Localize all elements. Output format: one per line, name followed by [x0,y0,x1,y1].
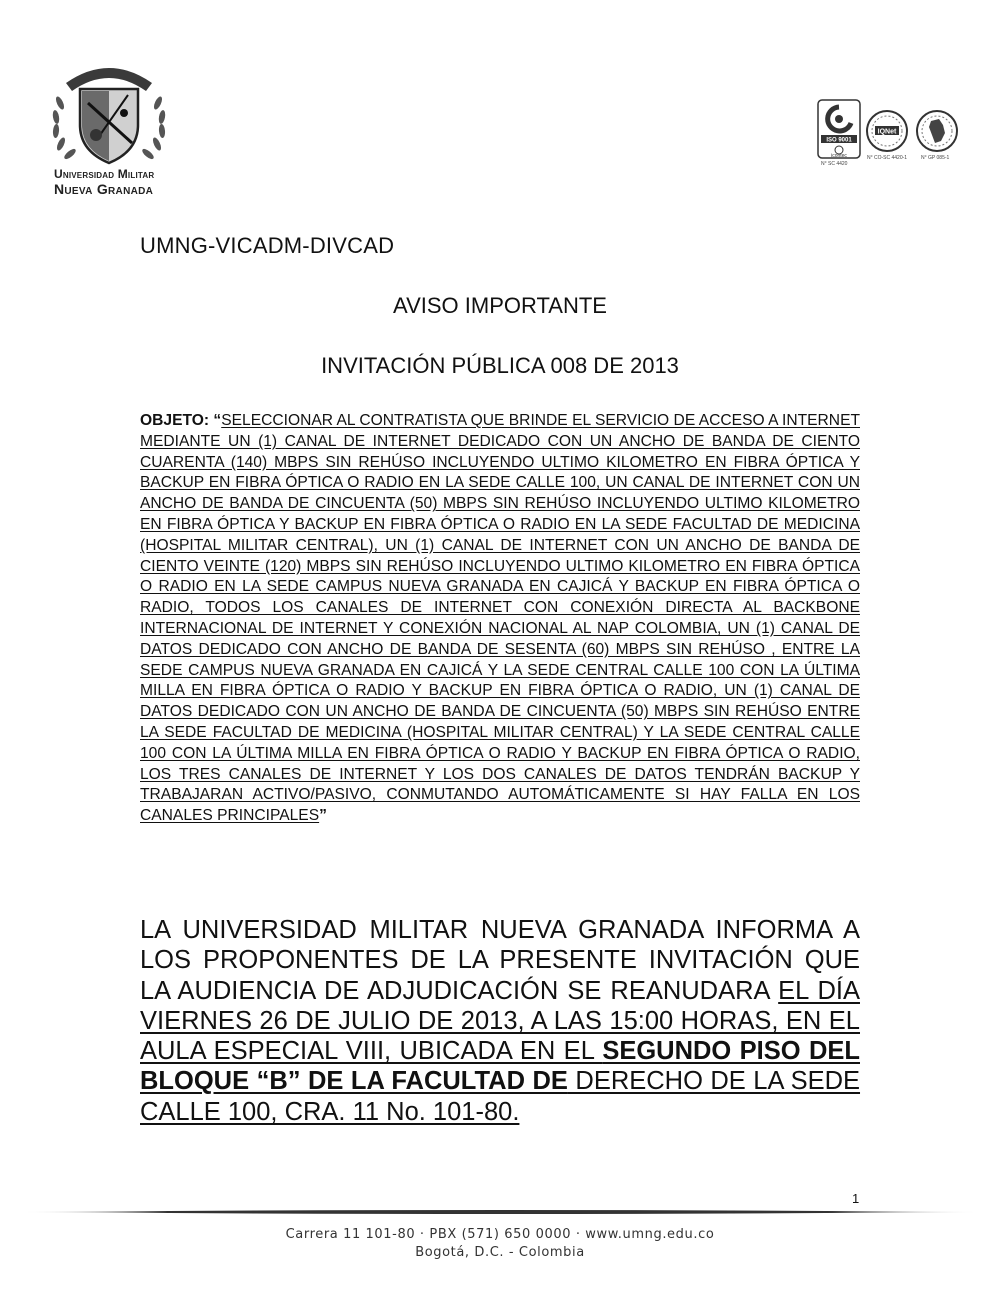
certification-logos [815,97,965,177]
notice-location-bold: SEGUNDO PISO DEL BLOQUE “B” DE LA FACULTAD DE [140,1037,860,1096]
document-title [0,293,1000,319]
footer-divider [25,1209,975,1215]
objeto-paragraph [140,411,860,827]
university-name-line2: Nueva Granada [54,181,154,197]
icontec-code: N° SC 4420 [821,161,848,167]
notice-paragraph [140,915,860,1127]
document-title-text: AVISO IMPORTANTE [393,293,607,318]
university-name [54,167,184,197]
document-subtitle: INVITACIÓN PÚBLICA 008 DE 2013 [321,353,679,378]
icontec-iso9001-seal [817,99,861,167]
notice-intro: LA UNIVERSIDAD MILITAR NUEVA GRANADA INFORMA A LOS PROPONENTES DE LA PRESENTE INVITACIÓN QUE LA AUDIENCIA DE ADJUDICACIÓN SE REANUDARA [140,916,860,1005]
svg-text:ISO 9001: ISO 9001 [826,137,852,144]
gp-code: N° GP 085-1 [921,155,950,161]
iqnet-icon [865,109,909,153]
svg-text:icontec: icontec [831,153,847,159]
page-number: 1 [852,1191,860,1206]
footer-address: Carrera 11 101-80 · PBX (571) 650 0000 · www.umng.edu.co [285,1227,715,1242]
notice-date-place: EL DÍA VIERNES 26 DE JULIO DE 2013, A LAS 15:00 HORAS, EN EL AULA ESPECIAL VIII, UBICADA EN EL [140,976,860,1066]
gp-colombia-icon [915,109,959,153]
document-code: UMNG-VICADM-DIVCAD [140,233,395,258]
svg-text:IQNet: IQNet [877,128,897,136]
icontec-iso-icon [817,99,861,159]
gp-seal [915,109,959,165]
iqnet-seal [865,109,909,165]
university-crest-icon [44,55,174,170]
university-name-line1: Universidad Militar [54,167,155,181]
objeto-open-quote: “ [213,412,222,429]
university-logo [44,55,174,205]
footer-city: Bogotá, D.C. - Colombia [415,1245,585,1260]
notice-address: DERECHO DE LA SEDE CALLE 100, CRA. 11 No. 101-80. [140,1067,861,1126]
iqnet-code: N° CO-SC 4420-1 [867,155,908,161]
objeto-text: SELECCIONAR AL CONTRATISTA QUE BRINDE EL SERVICIO DE ACCESO A INTERNET MEDIANTE UN (1) CANAL DE INTERNET DEDICADO CON UN ANCHO DE BANDA DE CIENTO CUARENTA (140) MBPS SIN REHÚSO INCLUYENDO ULTIMO KILOMETRO EN FIBRA ÓPTICA Y BACKUP EN FIBRA ÓPTICA O RADIO EN LA SEDE CALLE 100, UN CANAL DE INTERNET CON UN ANCHO DE BANDA DE CINCUENTA (50) MBPS SIN REHÚSO INCLUYENDO ULTIMO KILOMETRO EN FIBRA ÓPTICA Y BACKUP EN FIBRA ÓPTICA O RADIO EN LA SEDE FACULTAD DE MEDICINA (HOSPITAL MILITAR CENTRAL), UN (1) CANAL DE INTERNET CON UN ANCHO DE BANDA DE CIENTO VEINTE (120) MBPS SIN REHÚSO INCLUYENDO ULTIMO KILOMETRO EN FIBRA ÓPTICA O RADIO EN LA SEDE CAMPUS NUEVA GRANADA EN CAJICÁ Y BACKUP EN FIBRA ÓPTICA O RADIO, TODOS LOS CANALES DE INTERNET CON CONEXIÓN DIRECTA AL BACKBONE INTERNACIONAL DE INTERNET Y CONEXIÓN NACIONAL AL NAP COLOMBIA, UN (1) CANAL DE DATOS DEDICADO CON ANCHO DE BANDA DE SESENTA (60) MBPS SIN REHÚSO , ENTRE LA SEDE CAMPUS NUEVA GRANADA EN CAJICÁ Y LA SEDE CENTRAL CALLE 100 CON LA ÚLTIMA MILLA EN FIBRA ÓPTICA O RADIO Y BACKUP EN FIBRA ÓPTICA O RADIO, UN (1) CANAL DE DATOS DEDICADO CON UN ANCHO DE BANDA DE CINCUENTA (50) MBPS SIN REHÚSO ENTRE LA SEDE FACULTAD DE MEDICINA (HOSPITAL MILITAR CENTRAL) Y LA SEDE CENTRAL CALLE 100 CON LA ÚLTIMA MILLA EN FIBRA ÓPTICA O RADIO Y BACKUP EN FIBRA ÓPTICA O RADIO, LOS TRES CANALES DE INTERNET Y LOS DOS CANALES DE DATOS TENDRÁN BACKUP Y TRABAJARAN ACTIVO/PASIVO, CONMUTANDO AUTOMÁTICAMENTE SI HAY FALLA EN LOS CANALES PRINCIPALES [140,412,860,825]
objeto-close-quote: ” [319,807,327,825]
objeto-label: OBJETO: [140,412,210,429]
